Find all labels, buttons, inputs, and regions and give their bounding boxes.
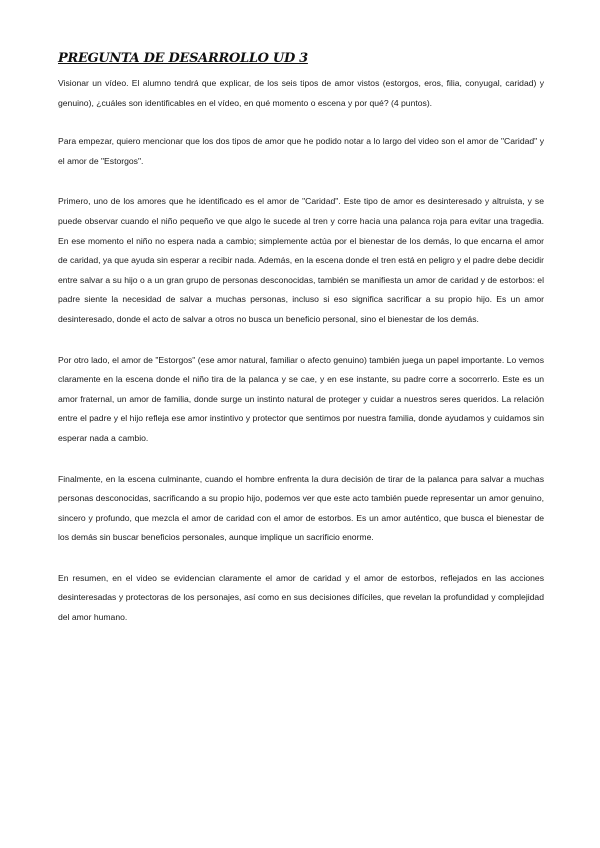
question-text: Visionar un vídeo. El alumno tendrá que explicar, de los seis tipos de amor vistos (estorgos, eros, filia, conyugal, caridad) y genuino), ¿cuáles son identificables en el vídeo, en qué momento o escena y por qué? (4 puntos). — [58, 78, 544, 108]
paragraph-resumen: En resumen, en el video se evidencian claramente el amor de caridad y el amor de estorbos, reflejados en las acciones desinteresadas y protectoras de los personajes, así como en sus decisiones difíciles, que revelan la profundidad y complejidad del amor humano. — [58, 572, 544, 623]
paragraph-estorgos: Por otro lado, el amor de "Estorgos" (ese amor natural, familiar o afecto genuino) también juega un papel importante. Lo vemos claramente en la escena donde el niño tira de la palanca y se cae, y en ese instante, su padre corre a socorrerlo. Este es un amor fraternal, un amor de familia, donde surge un instinto natural de proteger y cuidar a nuestros seres queridos. La relación entre el padre y el hijo refleja ese amor instintivo y protector que sentimos por nuestra familia, donde ayudamos y cuidamos sin esperar nada a cambio. — [58, 354, 544, 443]
document-title: PREGUNTA DE DESARROLLO UD 3 — [58, 51, 308, 66]
paragraph-finalmente: Finalmente, en la escena culminante, cuando el hombre enfrenta la dura decisión de tirar de la palanca para salvar a muchas personas desconocidas, sacrificando a su propio hijo, podemos ver que este acto también puede representar un amor genuino, sincero y profundo, que mezcla el amor de caridad con el amor de estorbos. Es un amor auténtico, que busca el bienestar de los demás sin buscar beneficios personales, aunque implique un sacrificio enorme. — [58, 473, 544, 543]
document-page — [58, 50, 544, 649]
paragraph-caridad: Primero, uno de los amores que he identificado es el amor de "Caridad". Este tipo de amor es desinteresado y altruista, y se puede observar cuando el niño pequeño ve que algo le sucede al tren y corre hacia una palanca roja para evitar una tragedia. En ese momento el niño no espera nada a cambio; simplemente actúa por el bienestar de los demás, lo que encarna el amor de caridad, ya que ayuda sin esperar a recibir nada. Además, en la escena donde el tren está en peligro y el padre debe decidir entre salvar a su hijo o a un gran grupo de personas desconocidas, también se manifiesta un amor de caridad y de estorbos: el padre siente la necesidad de salvar a muchas personas, incluso si eso significa sacrificar a su propio hijo. Es un amor desinteresado, donde el acto de salvar a otros no busca un beneficio personal, sino el bienestar de los demás. — [58, 196, 544, 324]
paragraph-intro: Para empezar, quiero mencionar que los dos tipos de amor que he podido notar a lo largo del video son el amor de "Caridad" y el amor de "Estorgos". — [58, 136, 544, 166]
